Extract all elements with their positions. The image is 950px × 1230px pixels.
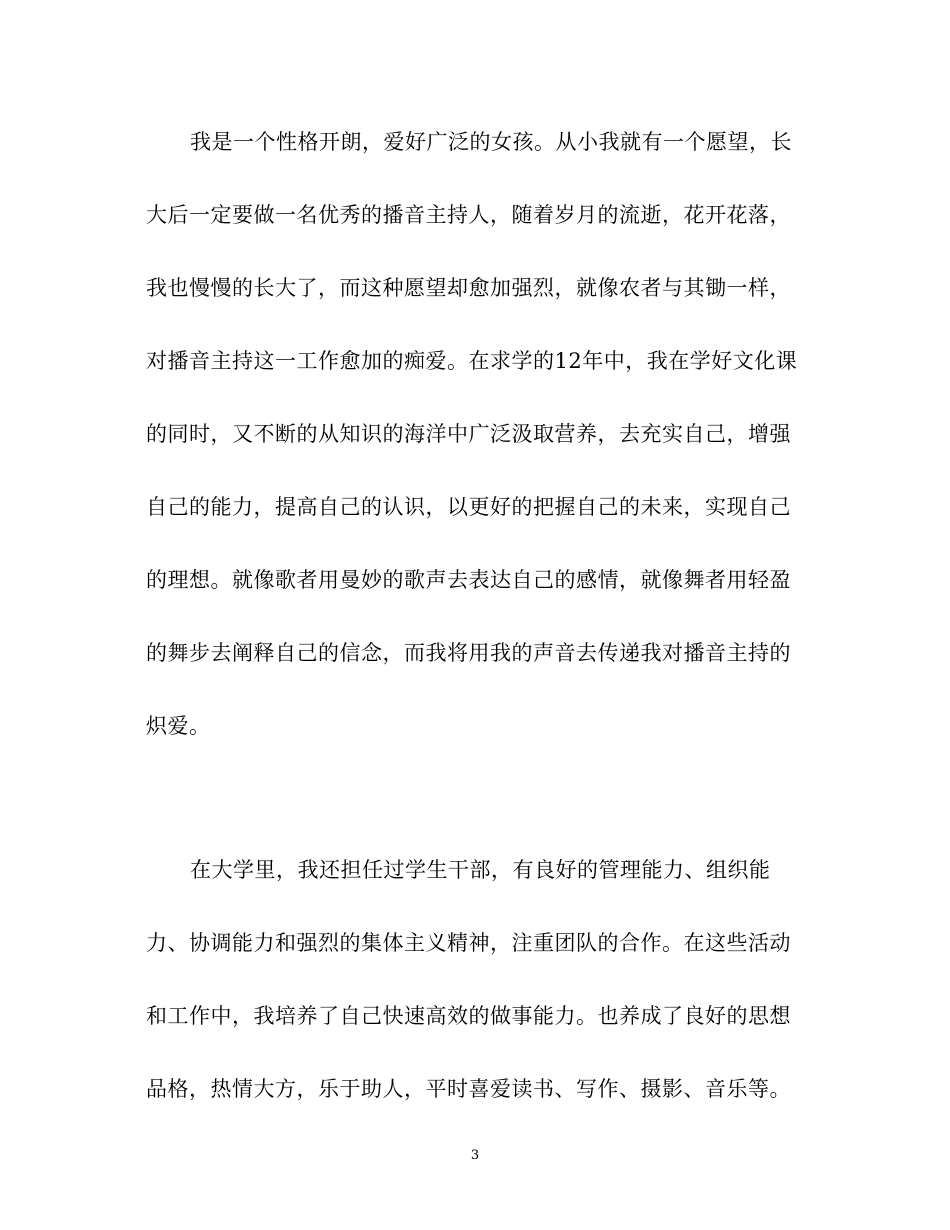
- paragraph-1-line-6: 自己的能力，提高自己的认识，以更好的把握自己的未来，实现自己: [146, 495, 791, 519]
- paragraph-1-line-5: 的同时，又不断的从知识的海洋中广泛汲取营养，去充实自己，增强: [146, 422, 791, 446]
- paragraph-1-line-1: 我是一个性格开朗，爱好广泛的女孩。从小我就有一个愿望，长: [190, 130, 792, 154]
- paragraph-1-line-7: 的理想。就像歌者用曼妙的歌声去表达自己的感情，就像舞者用轻盈: [146, 568, 791, 592]
- paragraph-1-line-3: 我也慢慢的长大了，而这种愿望却愈加强烈，就像农者与其锄一样，: [146, 276, 791, 300]
- paragraph-1-line-9: 炽爱。: [146, 714, 211, 738]
- paragraph-2-line-1: 在大学里，我还担任过学生干部，有良好的管理能力、组织能: [190, 858, 771, 882]
- paragraph-1-line-4: 对播音主持这一工作愈加的痴爱。在求学的12年中，我在学好文化课: [146, 349, 798, 373]
- paragraph-2-line-2: 力、协调能力和强烈的集体主义精神，注重团队的合作。在这些活动: [146, 931, 791, 955]
- paragraph-1-line-2: 大后一定要做一名优秀的播音主持人，随着岁月的流逝，花开花落，: [146, 203, 791, 227]
- paragraph-2-line-4: 品格，热情大方，乐于助人，平时喜爱读书、写作、摄影、音乐等。: [146, 1077, 791, 1101]
- page-number: 3: [470, 1148, 480, 1163]
- paragraph-1-line-8: 的舞步去阐释自己的信念，而我将用我的声音去传递我对播音主持的: [146, 641, 791, 665]
- paragraph-2-line-3: 和工作中，我培养了自己快速高效的做事能力。也养成了良好的思想: [146, 1004, 791, 1028]
